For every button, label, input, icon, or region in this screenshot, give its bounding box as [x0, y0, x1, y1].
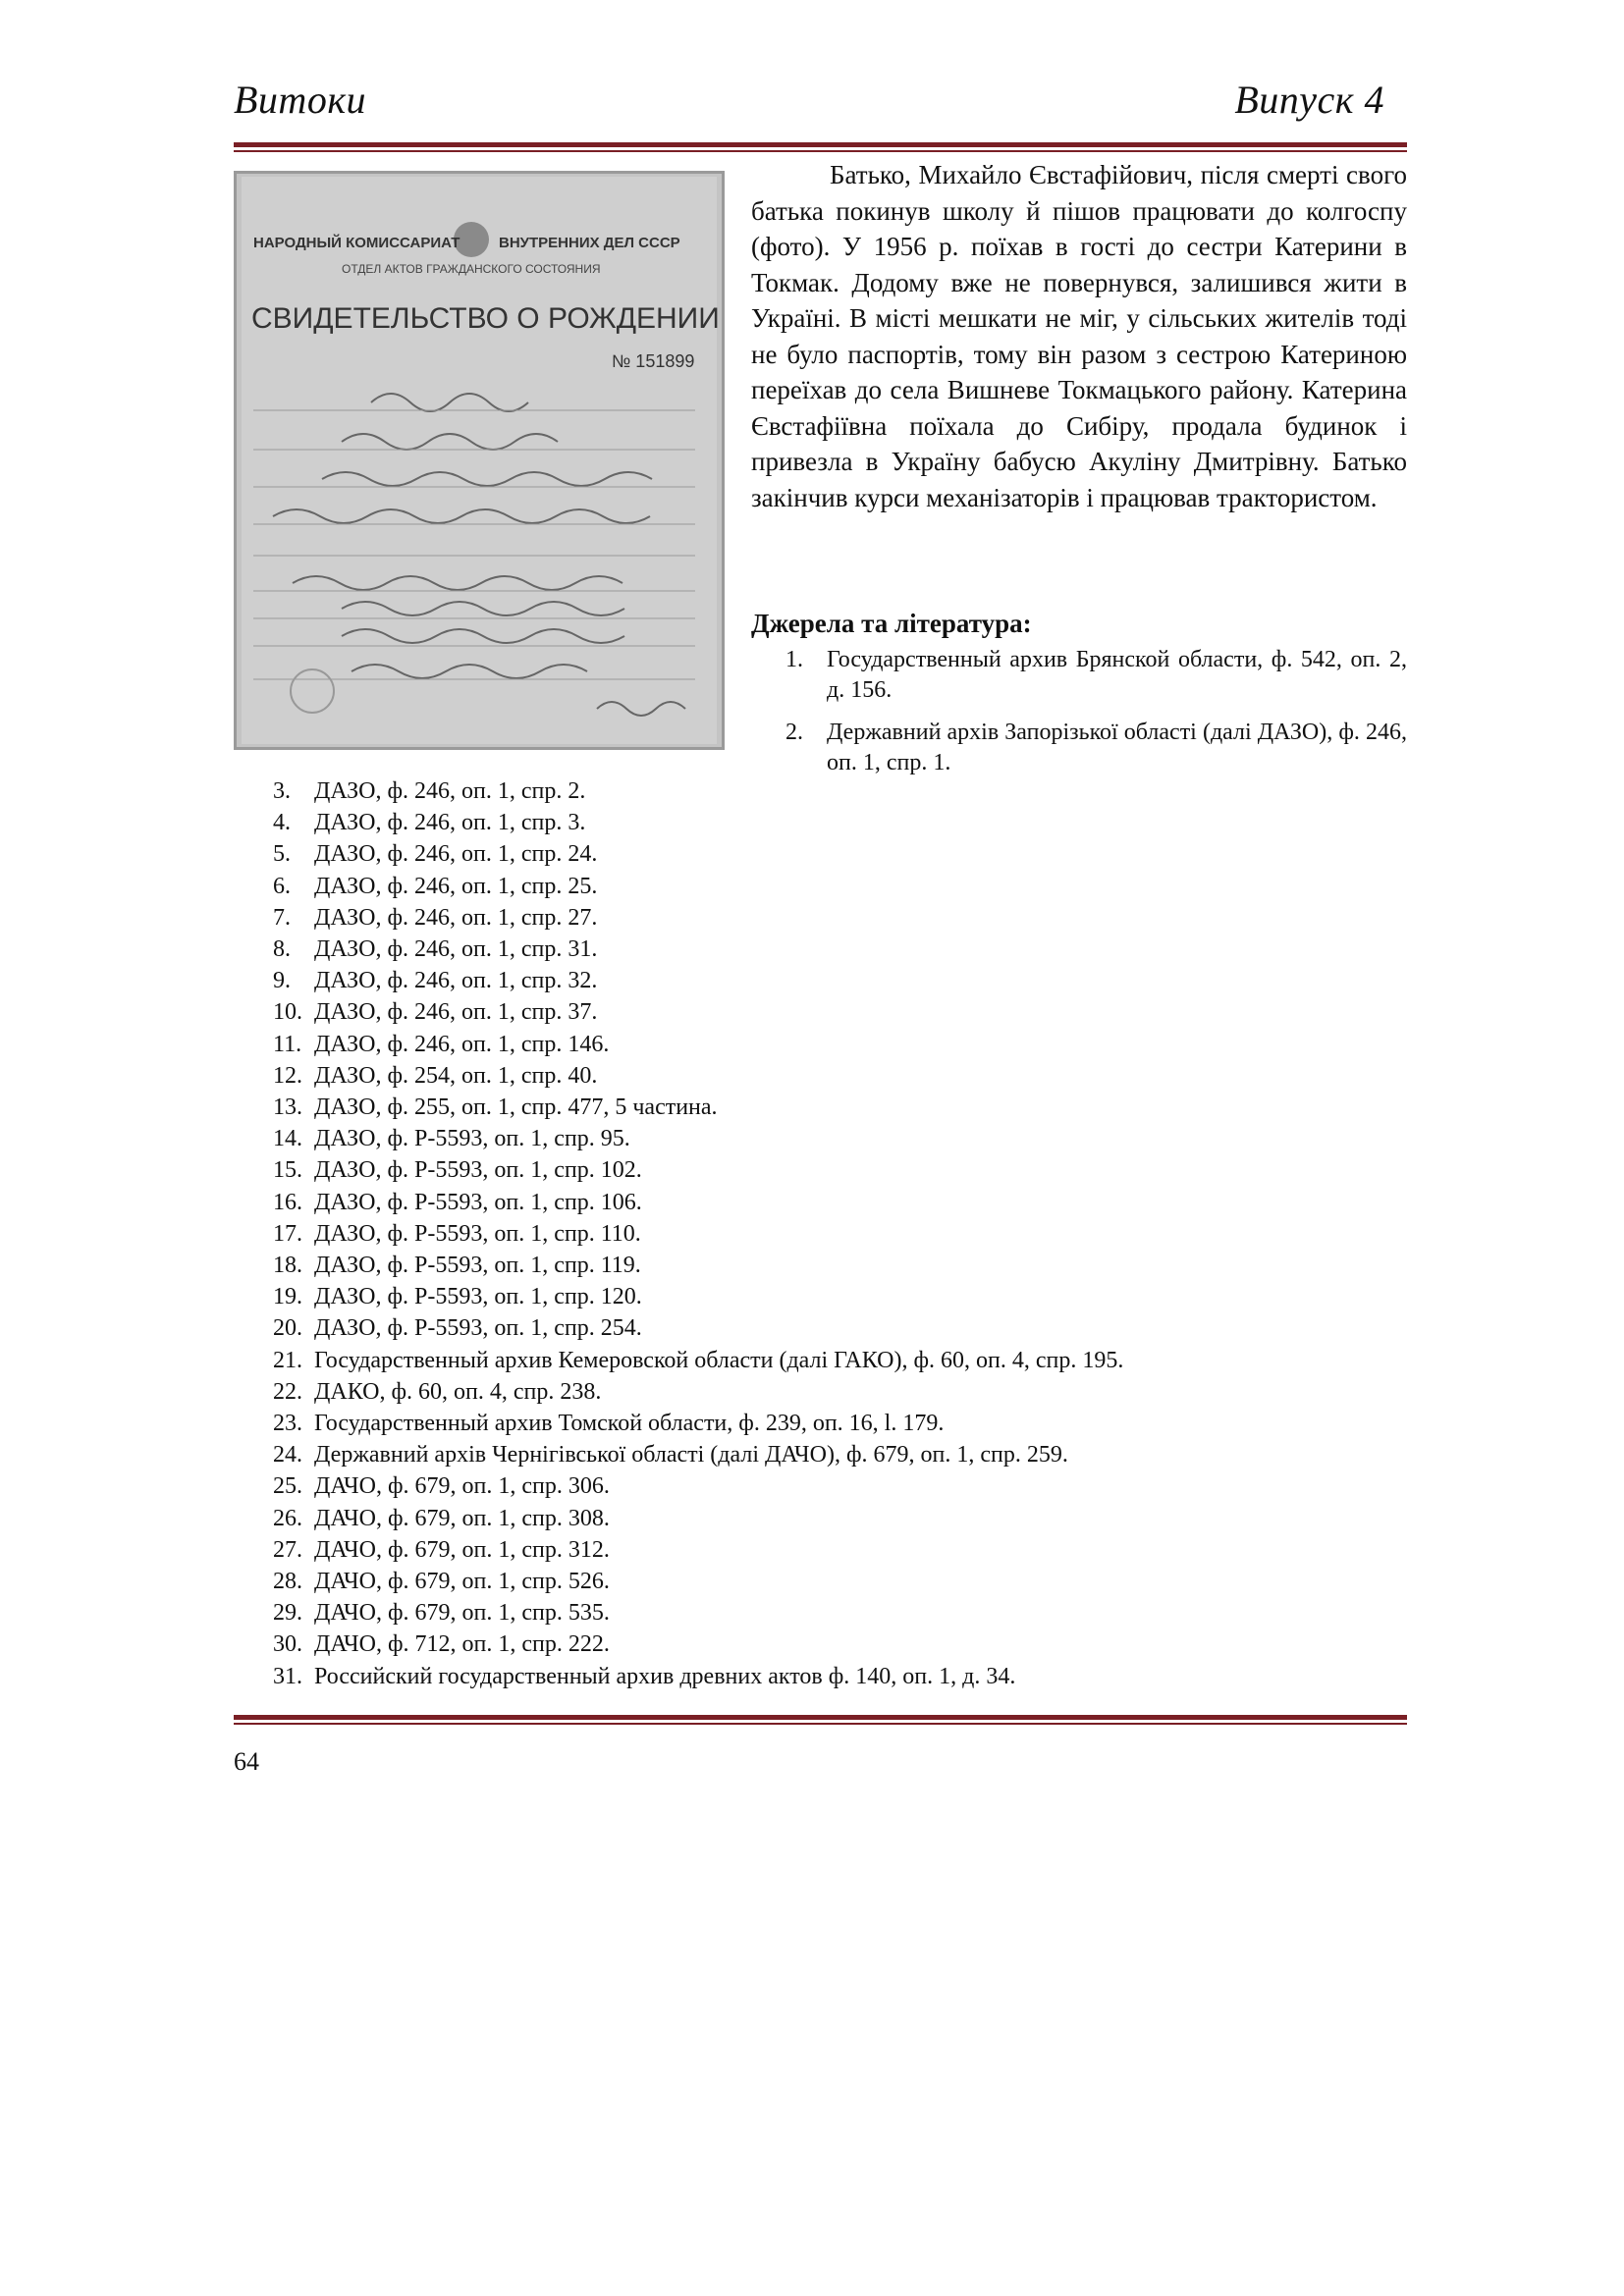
certificate-number: № 151899	[612, 351, 695, 371]
footer-rule	[234, 1715, 1407, 1725]
list-item: 6. ДАЗО, ф. 246, оп. 1, спр. 25.	[273, 873, 598, 899]
list-item: 18. ДАЗО, ф. Р-5593, оп. 1, спр. 119.	[273, 1253, 641, 1279]
page-number: 64	[234, 1747, 259, 1776]
list-item: 21. Государственный архив Кемеровской области (далі ГАКО), ф. 60, оп. 4, спр. 195.	[273, 1347, 1124, 1373]
list-item: 27. ДАЧО, ф. 679, оп. 1, спр. 312.	[273, 1536, 610, 1563]
list-item: 29. ДАЧО, ф. 679, оп. 1, спр. 535.	[273, 1600, 610, 1627]
sources-list	[273, 775, 1123, 1692]
list-item: 1. Государственный архив Брянской области, ф. 542, оп. 2, д. 156.	[785, 647, 1407, 703]
issue-label: Випуск 4	[1234, 78, 1384, 122]
list-item: 19. ДАЗО, ф. Р-5593, оп. 1, спр. 120.	[273, 1284, 642, 1310]
list-item: 25. ДАЧО, ф. 679, оп. 1, спр. 306.	[273, 1473, 610, 1500]
list-item: 23. Государственный архив Томской области, ф. 239, оп. 16, l. 179.	[273, 1411, 945, 1437]
list-item: 13. ДАЗО, ф. 255, оп. 1, спр. 477, 5 частина.	[273, 1095, 718, 1121]
list-item: 16. ДАЗО, ф. Р-5593, оп. 1, спр. 106.	[273, 1189, 642, 1215]
certificate-line2: ОТДЕЛ АКТОВ ГРАЖДАНСКОГО СОСТОЯНИЯ	[342, 262, 601, 276]
list-item: 15. ДАЗО, ф. Р-5593, оп. 1, спр. 102.	[273, 1157, 642, 1184]
certificate-line1b: ВНУТРЕННИХ ДЕЛ СССР	[499, 235, 680, 251]
list-item: 3. ДАЗО, ф. 246, оп. 1, спр. 2.	[273, 778, 586, 804]
list-item: 28. ДАЧО, ф. 679, оп. 1, спр. 526.	[273, 1569, 610, 1595]
certificate-line1: НАРОДНЫЙ КОМИССАРИАТ	[253, 235, 460, 251]
list-item: 26. ДАЧО, ф. 679, оп. 1, спр. 308.	[273, 1505, 610, 1531]
list-item: 30. ДАЧО, ф. 712, оп. 1, спр. 222.	[273, 1631, 610, 1658]
journal-title: Витоки	[234, 78, 367, 122]
body-paragraph: Батько, Михайло Євстафійович, після смерті свого батька покинув школу й пішов працювати до колгоспу (фото). У 1956 р. поїхав в гості до сестри Катерини в Токмак. Додому вже не повернувся, залишився жити в Україні. В місті мешкати не міг, у сільських жителів тоді не було паспортів, тому він разом з сестрою Катериною переїхав до села Вишневе Токмацького району. Катерина Євстафіївна поїхала до Сибіру, продала будинок і привезла в Україну бабусю Акуліну Дмитрівну. Батько закінчив курси механізаторів і працював трактористом.	[751, 160, 1407, 512]
list-item: 14. ДАЗО, ф. Р-5593, оп. 1, спр. 95.	[273, 1126, 630, 1152]
list-item: 24. Державний архів Чернігівської області (далі ДАЧО), ф. 679, оп. 1, спр. 259.	[273, 1442, 1068, 1468]
list-item: 31. Российский государственный архив древних актов ф. 140, оп. 1, д. 34.	[273, 1663, 1016, 1689]
list-item: 11. ДАЗО, ф. 246, оп. 1, спр. 146.	[273, 1031, 610, 1057]
certificate-title: СВИДЕТЕЛЬСТВО О РОЖДЕНИИ	[251, 302, 720, 335]
sources-list-top	[785, 645, 1407, 790]
list-item: 20. ДАЗО, ф. Р-5593, оп. 1, спр. 254.	[273, 1315, 642, 1342]
sources-heading: Джерела та література:	[751, 609, 1032, 638]
list-item: 9. ДАЗО, ф. 246, оп. 1, спр. 32.	[273, 968, 598, 994]
list-item: 12. ДАЗО, ф. 254, оп. 1, спр. 40.	[273, 1062, 598, 1089]
list-item: 2. Державний архів Запорізької області (далі ДАЗО), ф. 246, оп. 1, спр. 1.	[785, 720, 1407, 775]
list-item: 8. ДАЗО, ф. 246, оп. 1, спр. 31.	[273, 936, 598, 963]
list-item: 22. ДАКО, ф. 60, оп. 4, спр. 238.	[273, 1378, 602, 1405]
list-item: 5. ДАЗО, ф. 246, оп. 1, спр. 24.	[273, 841, 598, 868]
list-item: 7. ДАЗО, ф. 246, оп. 1, спр. 27.	[273, 904, 598, 931]
list-item: 4. ДАЗО, ф. 246, оп. 1, спр. 3.	[273, 810, 586, 836]
birth-certificate-photo	[234, 171, 725, 750]
list-item: 10. ДАЗО, ф. 246, оп. 1, спр. 37.	[273, 999, 598, 1026]
header-rule	[234, 142, 1407, 152]
list-item: 17. ДАЗО, ф. Р-5593, оп. 1, спр. 110.	[273, 1220, 641, 1247]
